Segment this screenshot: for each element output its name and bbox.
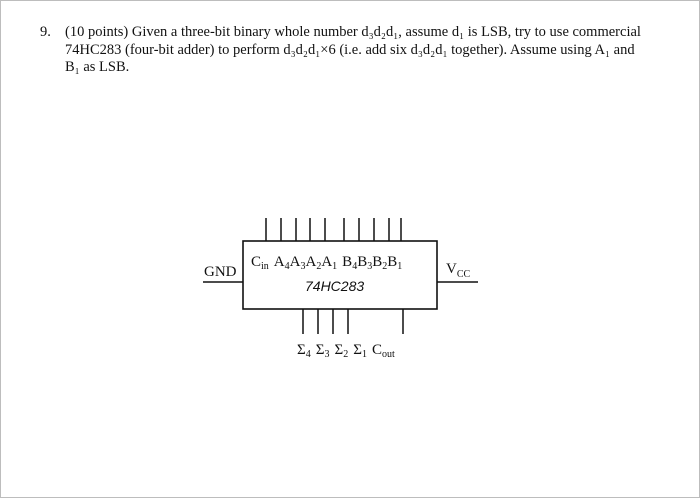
top-pin-label-8-sub: 2 xyxy=(382,261,388,272)
top-pin-label-7-sub: 3 xyxy=(367,261,373,272)
bottom-pin-label-4-sub: 1 xyxy=(361,349,367,360)
top-pin-label-9-base: B xyxy=(387,254,398,270)
top-pin-label-4-sub: 2 xyxy=(316,261,322,272)
gnd-pin xyxy=(203,264,243,282)
top-pin-label-7-base: B xyxy=(357,254,368,270)
vcc-label-base: V xyxy=(446,261,457,277)
bottom-pin-label-3-sub: 2 xyxy=(343,349,349,360)
vcc-pin xyxy=(437,261,478,282)
top-pin-label-1-sub: in xyxy=(261,261,269,272)
bottom-pin-label-5-sub: out xyxy=(381,349,395,360)
question-number: 9. xyxy=(40,24,51,40)
top-pin-label-3-sub: 3 xyxy=(300,261,306,272)
part-number-label: 74HC283 xyxy=(305,278,365,294)
top-pin-label-4-base: A xyxy=(305,254,317,270)
bottom-pin-label-5-base: C xyxy=(371,342,382,358)
top-pin-labels xyxy=(251,254,402,272)
bottom-pin-label-4-base: Σ xyxy=(353,342,362,358)
gnd-label: GND xyxy=(204,264,237,280)
bottom-pin-label-2-base: Σ xyxy=(315,342,325,358)
top-pin-label-9-sub: 1 xyxy=(397,261,403,272)
top-pin-label-2-sub: 4 xyxy=(284,261,290,272)
chip-body xyxy=(243,241,437,309)
vcc-label-sub: CC xyxy=(456,269,471,280)
top-pin-label-8-base: B xyxy=(372,254,383,270)
vcc-label xyxy=(446,261,471,280)
bottom-pin-lines xyxy=(303,309,403,334)
top-pin-label-6-sub: 4 xyxy=(352,261,358,272)
top-pin-label-5-sub: 1 xyxy=(332,261,338,272)
top-pin-lines xyxy=(266,218,401,241)
bottom-pin-label-3-base: Σ xyxy=(334,342,344,358)
top-pin-label-2-base: A xyxy=(273,254,285,270)
bottom-pin-label-2-sub: 3 xyxy=(324,349,330,360)
top-pin-label-3-base: A xyxy=(289,254,301,270)
top-pin-label-1-base: C xyxy=(251,254,262,270)
bottom-pin-labels xyxy=(297,342,395,360)
top-pin-label-5-base: A xyxy=(321,254,333,270)
bottom-pin-label-1-sub: 4 xyxy=(305,349,311,360)
question-line-1: (10 points) Given a three-bit binary whole number d₃d₂d₁, assume d₁ is LSB, try to use commercial xyxy=(65,24,641,40)
top-pin-label-6-base: B xyxy=(342,254,353,270)
bottom-pin-label-1-base: Σ xyxy=(297,342,306,358)
question-line-2: 74HC283 (four-bit adder) to perform d₃d₂d₁×6 (i.e. add six d₃d₂d₁ together). Assume using A₁ and xyxy=(65,41,635,58)
question-line-3: B₁ as LSB. xyxy=(65,59,130,75)
